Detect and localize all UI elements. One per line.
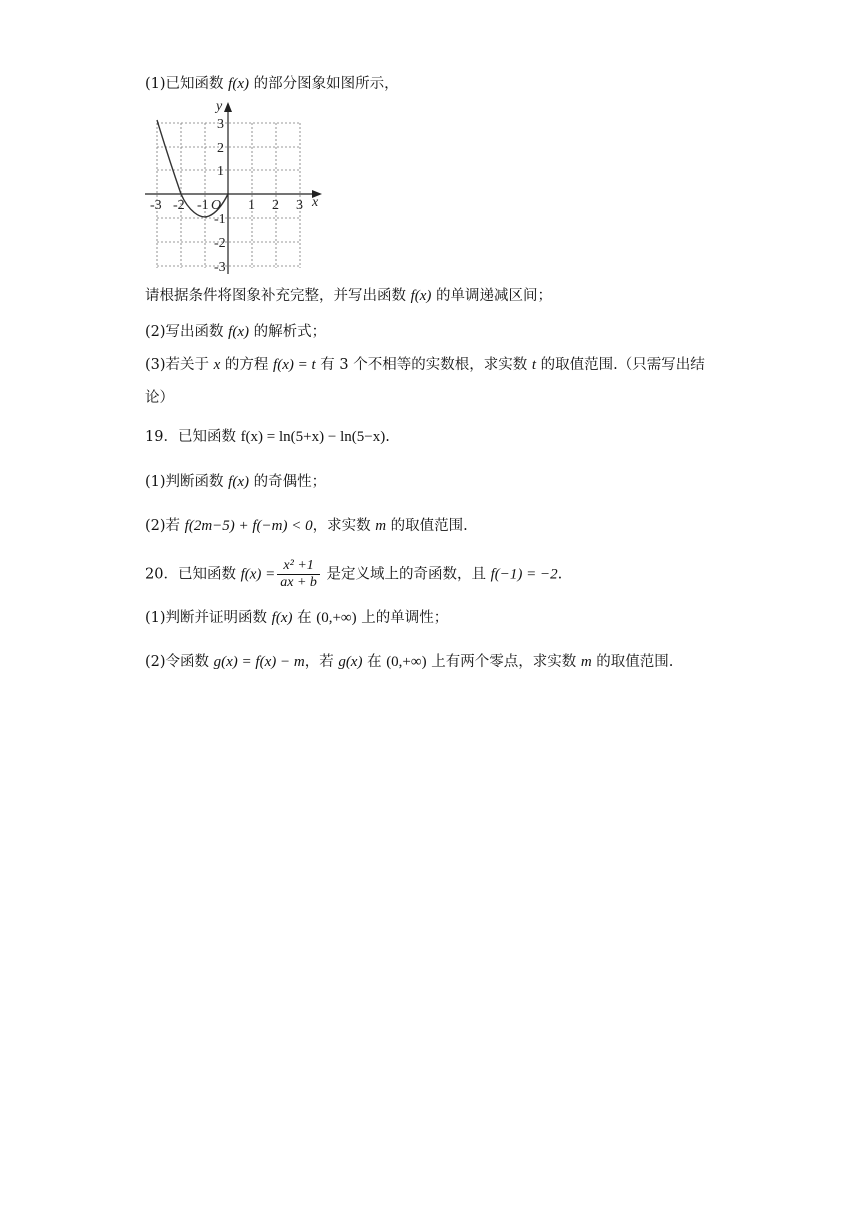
q19-part2-line <box>145 516 468 536</box>
q18-instruction-text-end: 的单调递减区间； <box>431 288 553 304</box>
var-m: m <box>375 518 387 534</box>
q18-part3-text-end: 的取值范围.（只需写出结 <box>536 357 705 373</box>
function-graph <box>140 98 330 278</box>
q19-formula: f(x) = ln(5+x) − ln(5−x) <box>240 429 386 445</box>
q20-part1-text: (1)判断并证明函数 <box>145 610 272 626</box>
q18-part1-line <box>145 74 399 94</box>
y-tick-label: 1 <box>217 164 224 179</box>
q19-title-end: . <box>385 429 390 445</box>
interval: (0,+∞) <box>316 610 357 626</box>
y-tick-label: 3 <box>217 117 224 132</box>
q18-part1-text-end: 的部分图象如图所示， <box>248 76 399 92</box>
q20-part1-text-end: 上的单调性； <box>356 610 449 626</box>
gx-symbol: g(x) <box>338 654 363 670</box>
y-axis-arrow-icon <box>224 102 232 112</box>
var-t: t <box>531 357 536 373</box>
x-tick-label: 3 <box>296 198 303 213</box>
fx-symbol: f(x) <box>228 474 249 490</box>
q20-title-text: 20．已知函数 <box>145 566 241 583</box>
q19-part1-text: (1)判断函数 <box>145 474 229 490</box>
q18-part1-text: (1)已知函数 <box>145 76 229 92</box>
y-tick-label: -2 <box>214 236 226 251</box>
interval: (0,+∞) <box>386 654 427 670</box>
q18-part2-text: (2)写出函数 <box>145 324 229 340</box>
fraction-denominator: ax + b <box>280 575 317 590</box>
q20-title-mid: 是定义域上的奇函数，且 <box>321 566 491 583</box>
q18-part2-text-end: 的解析式； <box>248 324 327 340</box>
q20-part1-line <box>145 608 448 628</box>
q18-part3-continuation <box>145 388 174 408</box>
x-tick-label: -3 <box>150 198 162 213</box>
fx-symbol: f(x) <box>271 610 293 626</box>
q20-condition: f(−1) = −2 <box>490 566 558 583</box>
x-tick-label: -2 <box>173 198 185 213</box>
q19-inequality: f(2m−5) + f(−m) < 0 <box>184 518 313 534</box>
origin-label: O <box>211 198 222 213</box>
y-tick-label: 2 <box>217 141 224 156</box>
q18-part3-line <box>145 355 705 375</box>
q20-part2-text-after: 上有两个零点，求实数 <box>426 654 581 670</box>
q19-title-text: 19．已知函数 <box>145 429 241 445</box>
q19-part2-text-end: 的取值范围. <box>386 518 468 534</box>
var-m: m <box>580 654 592 670</box>
q19-part1-text-end: 的奇偶性； <box>248 474 327 490</box>
x-tick-label: -1 <box>197 198 209 213</box>
q20-part2-text-mid2: 在 <box>362 654 387 670</box>
q18-part2-line <box>145 322 326 342</box>
gx-definition: g(x) = f(x) − m <box>213 654 305 670</box>
q19-part2-text-mid: ，求实数 <box>312 518 376 534</box>
q20-title-line <box>145 558 562 591</box>
equation: f(x) = t <box>273 357 316 373</box>
q19-part2-text: (2)若 <box>145 518 185 534</box>
q18-part3-text-after: 有 3 个不相等的实数根，求实数 <box>315 357 532 373</box>
fx-symbol: f(x) <box>228 324 249 340</box>
q20-fraction <box>277 558 320 591</box>
y-axis-label: y <box>216 99 223 114</box>
q18-part3-text-mid: 的方程 <box>220 357 274 373</box>
q20-title-end: . <box>557 566 563 583</box>
q18-instruction-text: 请根据条件将图象补充完整，并写出函数 <box>145 288 411 304</box>
fraction-numerator: x² +1 <box>277 558 320 575</box>
y-tick-label: -3 <box>214 260 226 275</box>
q18-part3-text: (3)若关于 <box>145 357 214 373</box>
q20-part2-text: (2)令函数 <box>145 654 214 670</box>
x-tick-label: 2 <box>272 198 279 213</box>
var-x: x <box>213 357 221 373</box>
q20-fx-lhs: f(x) = <box>240 566 276 583</box>
x-axis-label: x <box>312 195 319 210</box>
x-tick-label: 1 <box>248 198 255 213</box>
q20-part2-text-mid: ，若 <box>304 654 339 670</box>
y-tick-label: -1 <box>214 212 226 227</box>
fx-symbol: f(x) <box>410 288 432 304</box>
fx-symbol: f(x) <box>228 76 249 92</box>
q18-instruction-line <box>145 286 552 306</box>
q20-part1-text-mid: 在 <box>292 610 317 626</box>
q20-part2-text-end: 的取值范围. <box>591 654 674 670</box>
q19-part1-line <box>145 472 326 492</box>
q18-part3-cont-text: 论） <box>145 390 174 406</box>
q19-title-line <box>145 427 390 447</box>
q20-part2-line <box>145 652 673 672</box>
